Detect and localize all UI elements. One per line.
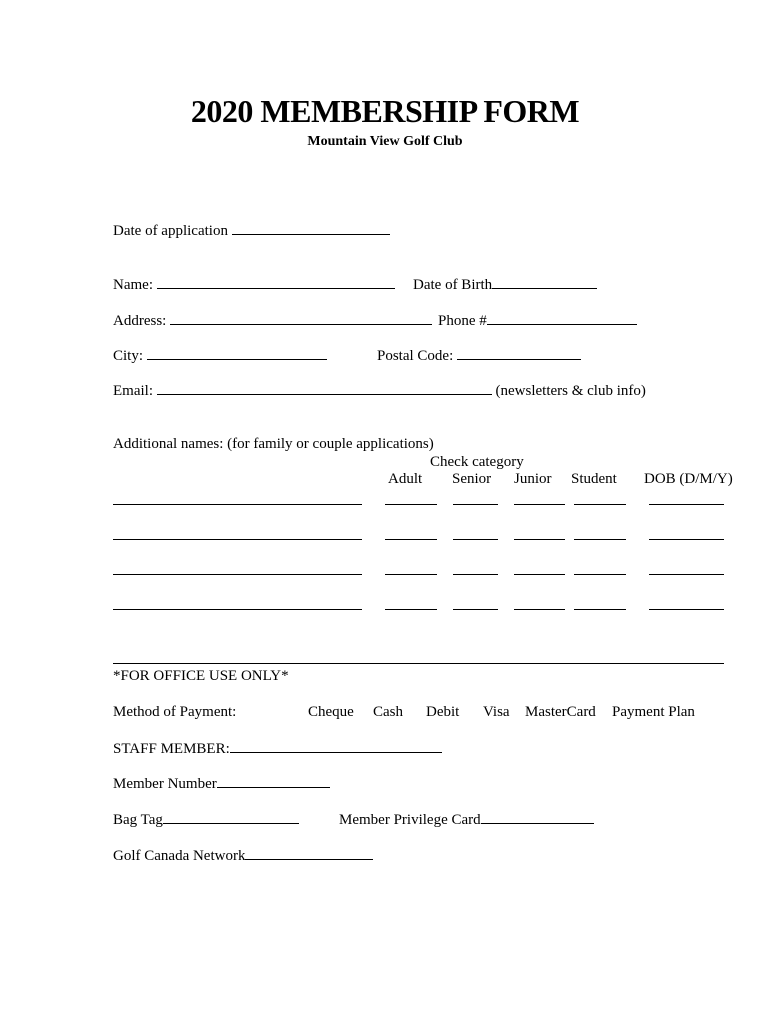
column-student: Student xyxy=(571,471,617,487)
date-of-birth-field[interactable] xyxy=(492,276,597,289)
dob-field[interactable] xyxy=(649,609,724,610)
payment-option-debit[interactable]: Debit xyxy=(426,704,460,720)
date-of-birth-label: Date of Birth xyxy=(413,277,493,293)
junior-check-field[interactable] xyxy=(514,574,565,575)
date-of-application-label: Date of application xyxy=(113,223,228,239)
payment-option-visa[interactable]: Visa xyxy=(483,704,510,720)
member-number-label: Member Number xyxy=(113,776,217,792)
member-privilege-card-field[interactable] xyxy=(481,811,594,824)
office-use-heading: *FOR OFFICE USE ONLY* xyxy=(113,668,289,684)
phone-row xyxy=(438,312,637,330)
column-senior: Senior xyxy=(452,471,492,487)
adult-check-field[interactable] xyxy=(385,504,437,505)
additional-names-heading: Additional names: (for family or couple applications) xyxy=(113,436,434,452)
postal-code-field[interactable] xyxy=(457,347,581,360)
phone-field[interactable] xyxy=(487,312,637,325)
address-label: Address: xyxy=(113,313,167,329)
payment-option-cash[interactable]: Cash xyxy=(373,704,403,720)
bag-tag-row xyxy=(113,811,299,829)
staff-member-row xyxy=(113,740,442,758)
student-check-field[interactable] xyxy=(574,574,626,575)
column-dob: DOB (D/M/Y) xyxy=(644,471,733,487)
date-of-birth-row xyxy=(413,276,597,294)
member-privilege-card-row xyxy=(339,811,594,829)
member-number-row xyxy=(113,775,330,793)
payment-option-mastercard[interactable]: MasterCard xyxy=(525,704,596,720)
office-divider xyxy=(113,663,724,664)
phone-label: Phone # xyxy=(438,313,487,329)
column-adult: Adult xyxy=(388,471,423,487)
email-row xyxy=(113,382,646,400)
name-field[interactable] xyxy=(157,276,395,289)
address-row xyxy=(113,312,432,330)
senior-check-field[interactable] xyxy=(453,539,498,540)
form-title: 2020 MEMBERSHIP FORM xyxy=(190,93,580,129)
payment-option-payment-plan[interactable]: Payment Plan xyxy=(612,704,695,720)
senior-check-field[interactable] xyxy=(453,609,498,610)
email-field[interactable] xyxy=(157,382,492,395)
additional-name-field[interactable] xyxy=(113,609,362,610)
column-junior: Junior xyxy=(514,471,552,487)
email-label: Email: xyxy=(113,383,153,399)
junior-check-field[interactable] xyxy=(514,609,565,610)
senior-check-field[interactable] xyxy=(453,504,498,505)
dob-field[interactable] xyxy=(649,539,724,540)
student-check-field[interactable] xyxy=(574,609,626,610)
postal-code-label: Postal Code: xyxy=(377,348,454,364)
additional-name-field[interactable] xyxy=(113,574,362,575)
city-label: City: xyxy=(113,348,144,364)
additional-name-field[interactable] xyxy=(113,539,362,540)
address-field[interactable] xyxy=(170,312,432,325)
postal-code-row xyxy=(377,347,581,365)
golf-canada-network-field[interactable] xyxy=(245,847,373,860)
additional-name-field[interactable] xyxy=(113,504,362,505)
date-of-application-field[interactable] xyxy=(232,222,390,235)
dob-field[interactable] xyxy=(649,574,724,575)
email-note: (newsletters & club info) xyxy=(495,383,646,399)
golf-canada-network-label: Golf Canada Network xyxy=(113,848,246,864)
senior-check-field[interactable] xyxy=(453,574,498,575)
check-category-label: Check category xyxy=(430,454,524,470)
payment-option-cheque[interactable]: Cheque xyxy=(308,704,354,720)
bag-tag-field[interactable] xyxy=(163,811,299,824)
city-row xyxy=(113,347,327,365)
junior-check-field[interactable] xyxy=(514,539,565,540)
adult-check-field[interactable] xyxy=(385,609,437,610)
club-name: Mountain View Golf Club xyxy=(307,134,463,149)
student-check-field[interactable] xyxy=(574,539,626,540)
adult-check-field[interactable] xyxy=(385,574,437,575)
member-privilege-card-label: Member Privilege Card xyxy=(339,812,481,828)
student-check-field[interactable] xyxy=(574,504,626,505)
bag-tag-label: Bag Tag xyxy=(113,812,163,828)
date-of-application-row xyxy=(113,222,390,240)
city-field[interactable] xyxy=(147,347,327,360)
golf-canada-network-row xyxy=(113,847,373,865)
dob-field[interactable] xyxy=(649,504,724,505)
staff-member-field[interactable] xyxy=(230,740,442,753)
name-row xyxy=(113,276,395,294)
junior-check-field[interactable] xyxy=(514,504,565,505)
staff-member-label: STAFF MEMBER: xyxy=(113,741,230,757)
name-label: Name: xyxy=(113,277,153,293)
adult-check-field[interactable] xyxy=(385,539,437,540)
method-of-payment-label: Method of Payment: xyxy=(113,704,237,720)
member-number-field[interactable] xyxy=(217,775,330,788)
